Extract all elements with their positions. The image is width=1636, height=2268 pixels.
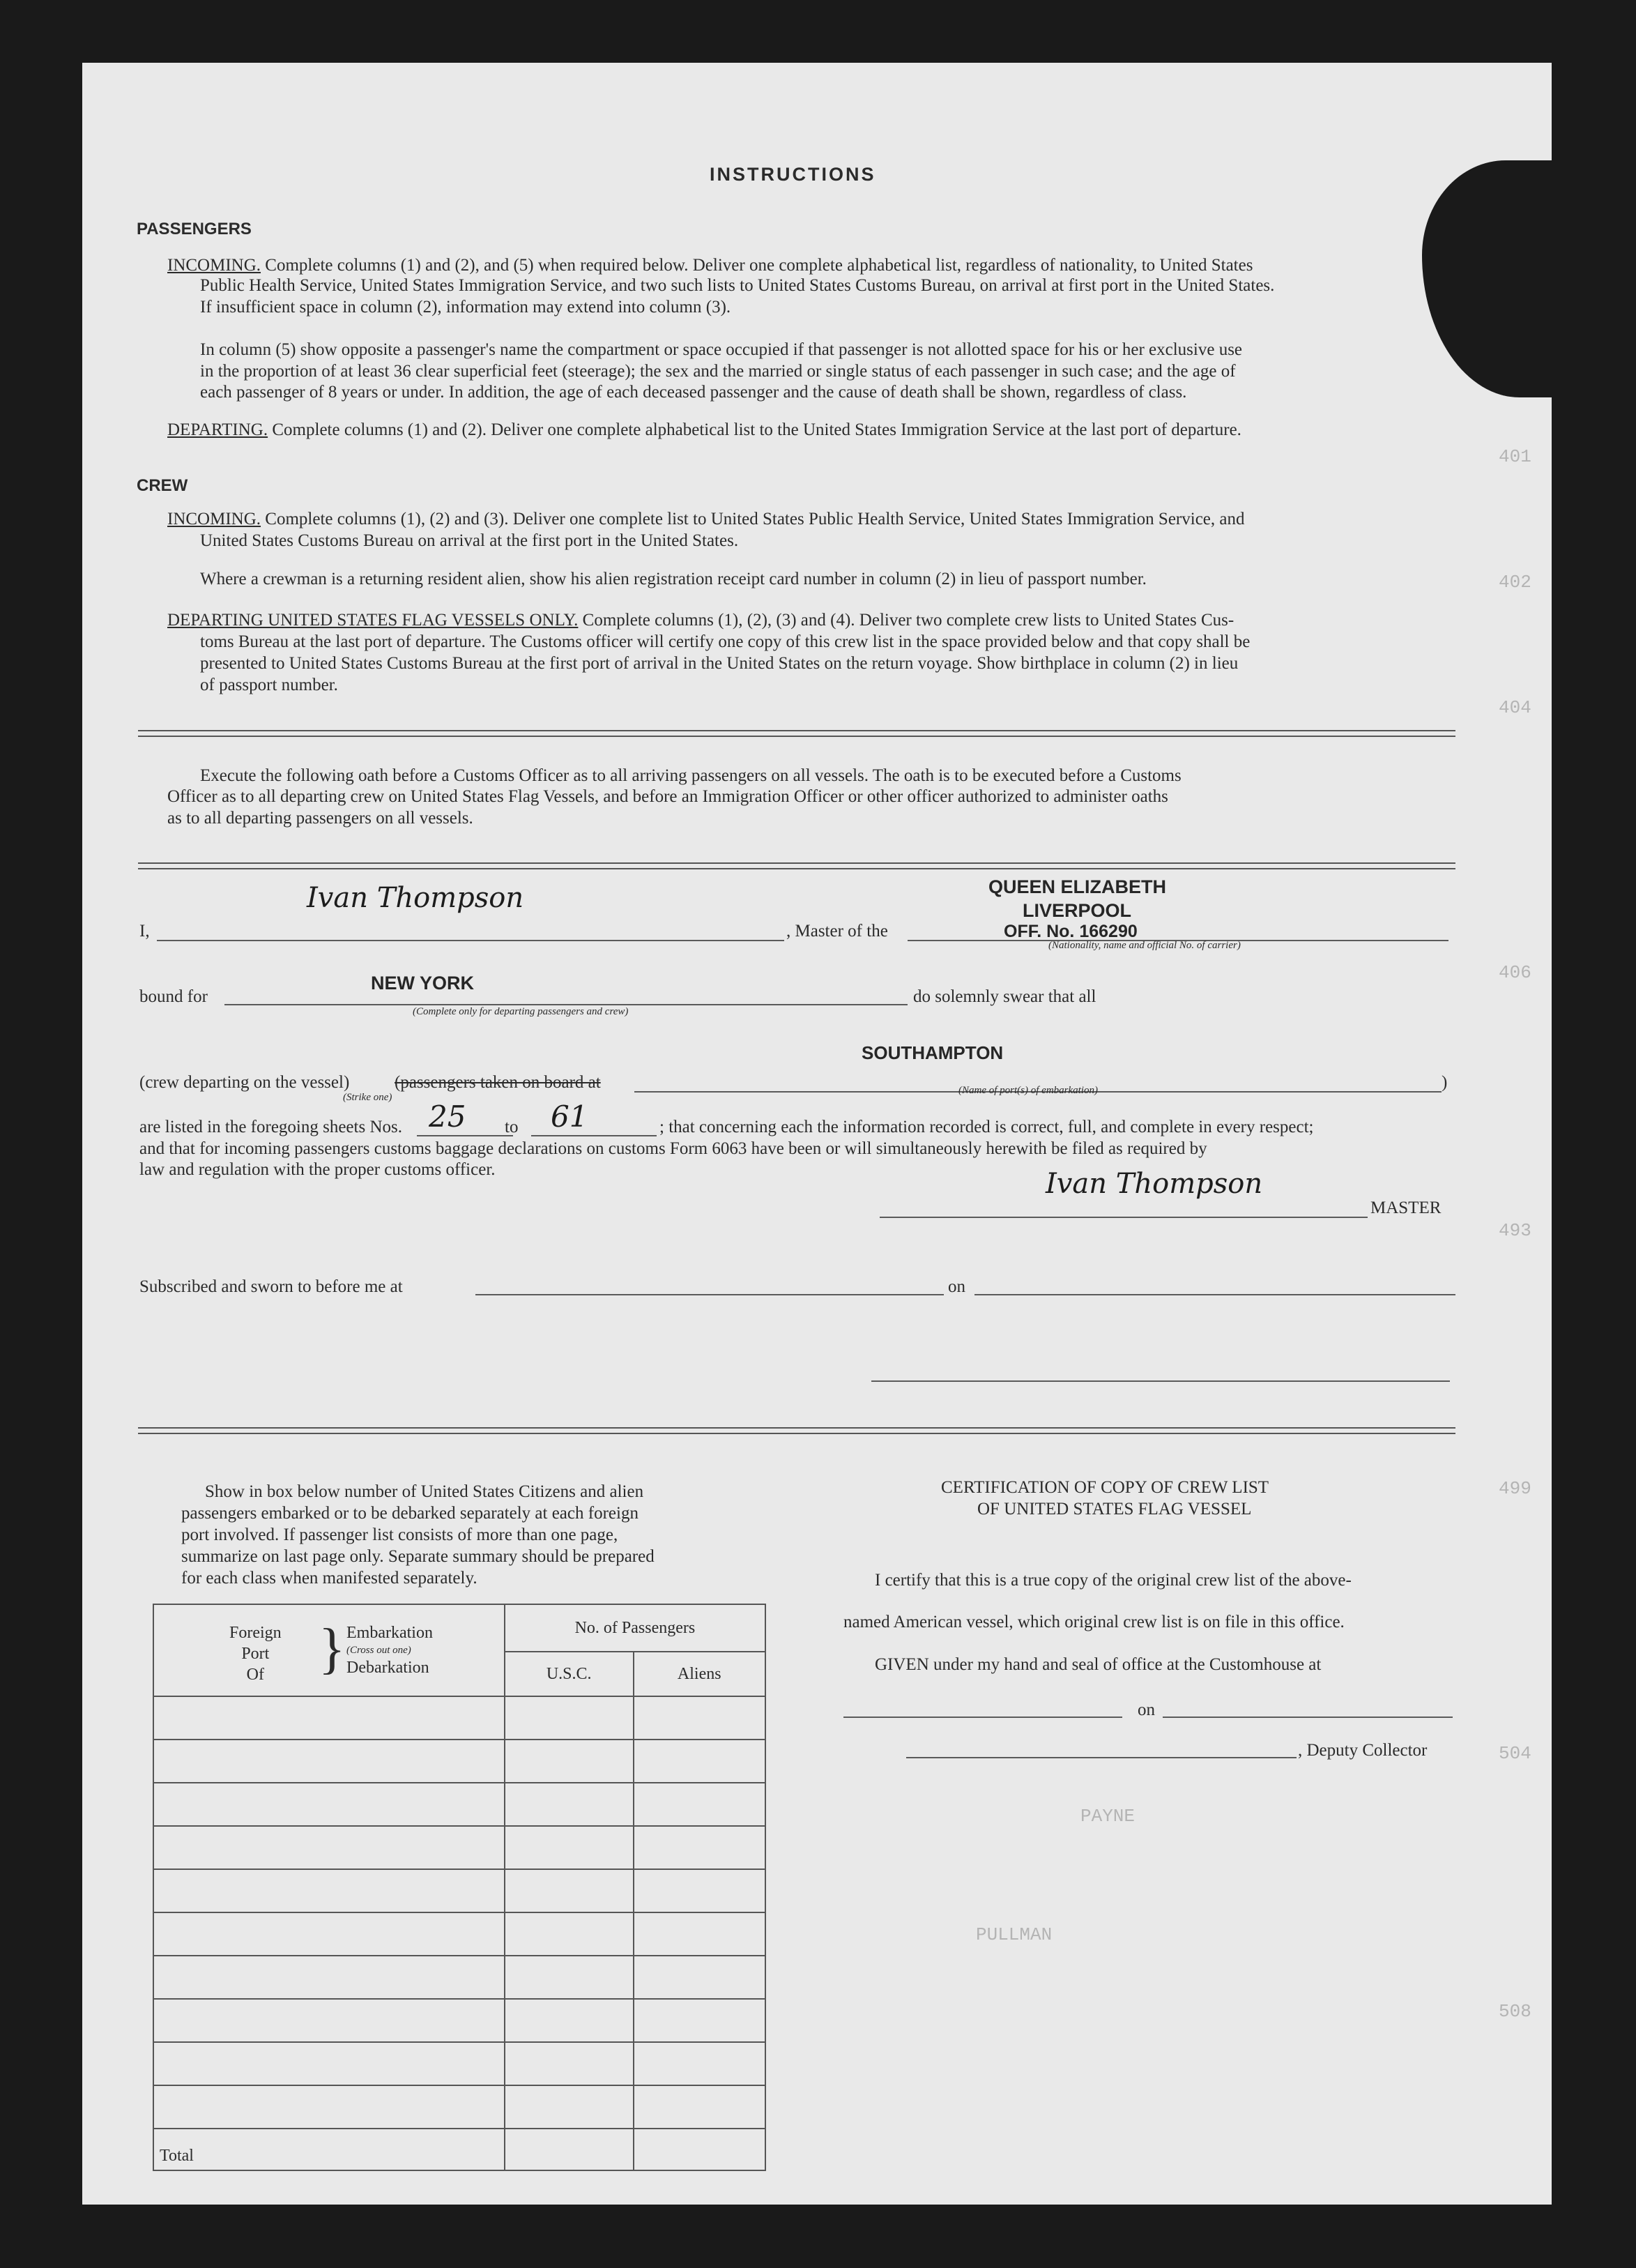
vessel-name: QUEEN ELIZABETH (988, 876, 1167, 897)
aliens-cell (634, 2042, 765, 2085)
sheet-from-value: 25 (429, 1099, 466, 1134)
subscribed-label: Subscribed and sworn to before me at (139, 1277, 403, 1296)
summary-line-1: Show in box below number of United States Citizens and alien (205, 1482, 644, 1501)
carrier-caption: (Nationality, name and official No. of carrier) (1048, 940, 1241, 951)
bleed-through-mark: PAYNE (1080, 1806, 1136, 1827)
total-cell: Total (153, 2129, 505, 2170)
aliens-cell (634, 1869, 765, 1912)
usc-cell (505, 1869, 634, 1912)
bleed-through-mark: PULLMAN (976, 1924, 1053, 1945)
port-cell (153, 1956, 505, 1999)
crew-flag-line-2: toms Bureau at the last port of departure. The Customs officer will certify one copy of this crew list in the space provided below and that copy shall be (200, 632, 1251, 651)
strike-caption: (Strike one) (343, 1092, 392, 1103)
customhouse-place-line (843, 1717, 1122, 1718)
subscribed-on-label: on (948, 1277, 965, 1296)
close-paren: ) (1442, 1073, 1448, 1092)
certification-title-1: CERTIFICATION OF COPY OF CREW LIST (941, 1478, 1269, 1497)
master-signature-line (880, 1217, 1368, 1218)
departing-label: DEPARTING. (167, 420, 268, 439)
sheet-from-line (417, 1135, 513, 1136)
aliens-total-cell (634, 2129, 765, 2170)
summary-line-2: passengers embarked or to be debarked separately at each foreign (181, 1504, 639, 1523)
master-name-line (157, 940, 784, 941)
master-countersignature: Ivan Thompson (1046, 1168, 1263, 1200)
usc-cell (505, 2085, 634, 2129)
aliens-cell (634, 2085, 765, 2129)
oath-instruction-line-2: Officer as to all departing crew on United States Flag Vessels, and before an Immigration Officer or other officer authorized to administer oaths (167, 787, 1168, 806)
aliens-cell (634, 1912, 765, 1956)
sheets-label: are listed in the foregoing sheets Nos. (139, 1118, 402, 1136)
usc-cell (505, 1999, 634, 2042)
sheets-rest: ; that concerning each the information recorded is correct, full, and complete in every respect; (659, 1118, 1314, 1136)
passengers-incoming-line-1: INCOMING. Complete columns (1) and (2), and (5) when required below. Deliver one complete alphabetical list, regardless of nationality, to United States (167, 256, 1253, 275)
usc-cell (505, 1912, 634, 1956)
port-cell (153, 1740, 505, 1783)
crew-flag-line-4: of passport number. (200, 676, 338, 694)
master-signature: Ivan Thompson (307, 882, 524, 914)
crew-incoming-line-2: United States Customs Bureau on arrival at the first port in the United States. (200, 531, 739, 550)
subscribed-date-line (974, 1294, 1455, 1295)
struck-passengers-option: (passengers taken on board at (395, 1073, 601, 1092)
usc-cell (505, 2042, 634, 2085)
sheet-to-line (531, 1135, 657, 1136)
passengers-incoming-line-2: Public Health Service, United States Immigration Service, and two such lists to United States Customs Bureau, on arrival at first port in the United States. (200, 276, 1275, 295)
master-of-label: , Master of the (786, 922, 888, 941)
passengers-departing-line: DEPARTING. Complete columns (1) and (2). Deliver one complete alphabetical list to the United States Immigration Service at the last port of departure. (167, 420, 1241, 439)
port-cell (153, 2085, 505, 2129)
subscribed-place-line (475, 1294, 944, 1295)
port-cell (153, 1869, 505, 1912)
usc-header: U.S.C. (505, 1652, 634, 1696)
bound-for-label: bound for (139, 987, 208, 1006)
oath-instruction-line-1: Execute the following oath before a Customs Officer as to all arriving passengers on all vessels. The oath is to be executed before a Customs (200, 766, 1182, 785)
oath-i-label: I, (139, 922, 150, 941)
passengers-column5-line-3: each passenger of 8 years or under. In addition, the age of each deceased passenger and the cause of death shall be shown, regardless of class. (200, 383, 1187, 402)
passengers-column5-line-1: In column (5) show opposite a passenger's name the compartment or space occupied if that passenger is not allotted space for his or her exclusive use (200, 340, 1243, 359)
aliens-cell (634, 1740, 765, 1783)
certification-line-3: GIVEN under my hand and seal of office at the Customhouse at (875, 1655, 1322, 1674)
usc-cell (505, 1740, 634, 1783)
bleed-through-mark: 493 (1499, 1220, 1531, 1241)
officer-signature-line (871, 1380, 1450, 1382)
aliens-cell (634, 1696, 765, 1740)
crew-incoming-line-1: INCOMING. Complete columns (1), (2) and (3). Deliver one complete list to United States Public Health Service, United States Immigration Service, and (167, 510, 1245, 528)
crew-flag-line-1: DEPARTING UNITED STATES FLAG VESSELS ONLY. Complete columns (1), (2), (3) and (4). Deliver two complete crew lists to United States Cus- (167, 611, 1234, 630)
section-divider (138, 730, 1455, 737)
bleed-through-mark: 499 (1499, 1478, 1531, 1499)
sheet-to-value: 61 (551, 1099, 588, 1134)
passengers-incoming-line-3: If insufficient space in column (2), information may extend into column (3). (200, 298, 731, 317)
aliens-header: Aliens (634, 1652, 765, 1696)
port-cell (153, 1826, 505, 1869)
section-divider (138, 1427, 1455, 1434)
bound-caption: (Complete only for departing passengers and crew) (413, 1006, 629, 1017)
certification-title-2: OF UNITED STATES FLAG VESSEL (977, 1500, 1252, 1519)
deputy-collector-label: , Deputy Collector (1298, 1741, 1428, 1760)
aliens-cell (634, 1826, 765, 1869)
oath-line-2: and that for incoming passengers customs baggage declarations on customs Form 6063 have been or will simultaneously herewith be filed as required by (139, 1139, 1207, 1158)
crew-alien-line: Where a crewman is a returning resident alien, show his alien registration receipt card number in column (2) in lieu of passport number. (200, 570, 1147, 588)
aliens-cell (634, 1999, 765, 2042)
section-divider (138, 862, 1455, 869)
aliens-cell (634, 1783, 765, 1826)
usc-cell (505, 1696, 634, 1740)
bleed-through-mark: 404 (1499, 697, 1531, 718)
summary-line-4: summarize on last page only. Separate summary should be prepared (181, 1547, 655, 1566)
crew-heading: CREW (137, 476, 188, 495)
bleed-through-mark: 402 (1499, 572, 1531, 593)
passenger-summary-table (153, 1604, 766, 2171)
vessel-port: LIVERPOOL (1023, 900, 1132, 921)
deputy-collector-line (906, 1757, 1297, 1758)
bound-for-value: NEW YORK (371, 973, 475, 994)
bound-for-line (224, 1004, 908, 1005)
passengers-heading: PASSENGERS (137, 220, 252, 238)
certification-on-label: on (1138, 1700, 1155, 1719)
port-cell (153, 1999, 505, 2042)
vessel-official-number: OFF. No. 166290 (1004, 922, 1138, 941)
port-cell (153, 1696, 505, 1740)
certification-date-line (1163, 1717, 1453, 1718)
bleed-through-mark: 508 (1499, 2001, 1531, 2022)
port-header-cell: Foreign Port Of } Embarkation (Cross out one) Debarkation (153, 1604, 505, 1696)
summary-line-3: port involved. If passenger list consists of more than one page, (181, 1525, 618, 1544)
crew-departing-label: (crew departing on the vessel) (139, 1073, 350, 1092)
port-cell (153, 1912, 505, 1956)
oath-instruction-line-3: as to all departing passengers on all vessels. (167, 809, 473, 828)
port-cell (153, 2042, 505, 2085)
port-cell (153, 1783, 505, 1826)
bleed-through-mark: 401 (1499, 446, 1531, 467)
summary-line-5: for each class when manifested separately. (181, 1569, 477, 1588)
usc-total-cell (505, 2129, 634, 2170)
page-title: INSTRUCTIONS (710, 164, 876, 185)
incoming-label: INCOMING. (167, 256, 261, 275)
passengers-column5-line-2: in the proportion of at least 36 clear superficial feet (steerage); the sex and the married or single status of each passenger in such case; and the age of (200, 362, 1236, 381)
master-label: MASTER (1370, 1198, 1442, 1217)
bleed-through-mark: 504 (1499, 1743, 1531, 1764)
certification-line-1: I certify that this is a true copy of the original crew list of the above- (875, 1571, 1352, 1590)
certification-line-2: named American vessel, which original crew list is on file in this office. (843, 1613, 1345, 1631)
embarkation-caption: (Name of port(s) of embarkation) (958, 1085, 1098, 1096)
bleed-through-mark: 406 (1499, 962, 1531, 983)
usc-cell (505, 1826, 634, 1869)
usc-cell (505, 1956, 634, 1999)
aliens-cell (634, 1956, 765, 1999)
crew-flag-line-3: presented to United States Customs Bureau at the first port of arrival in the United States on the return voyage. Show birthplace in column (2) in lieu (200, 654, 1239, 673)
oath-line-3: law and regulation with the proper customs officer. (139, 1160, 496, 1179)
passengers-count-header: No. of Passengers (505, 1604, 765, 1652)
to-label: to (505, 1118, 519, 1136)
swear-text: do solemnly swear that all (913, 987, 1096, 1006)
embarkation-port: SOUTHAMPTON (862, 1042, 1004, 1063)
usc-cell (505, 1783, 634, 1826)
